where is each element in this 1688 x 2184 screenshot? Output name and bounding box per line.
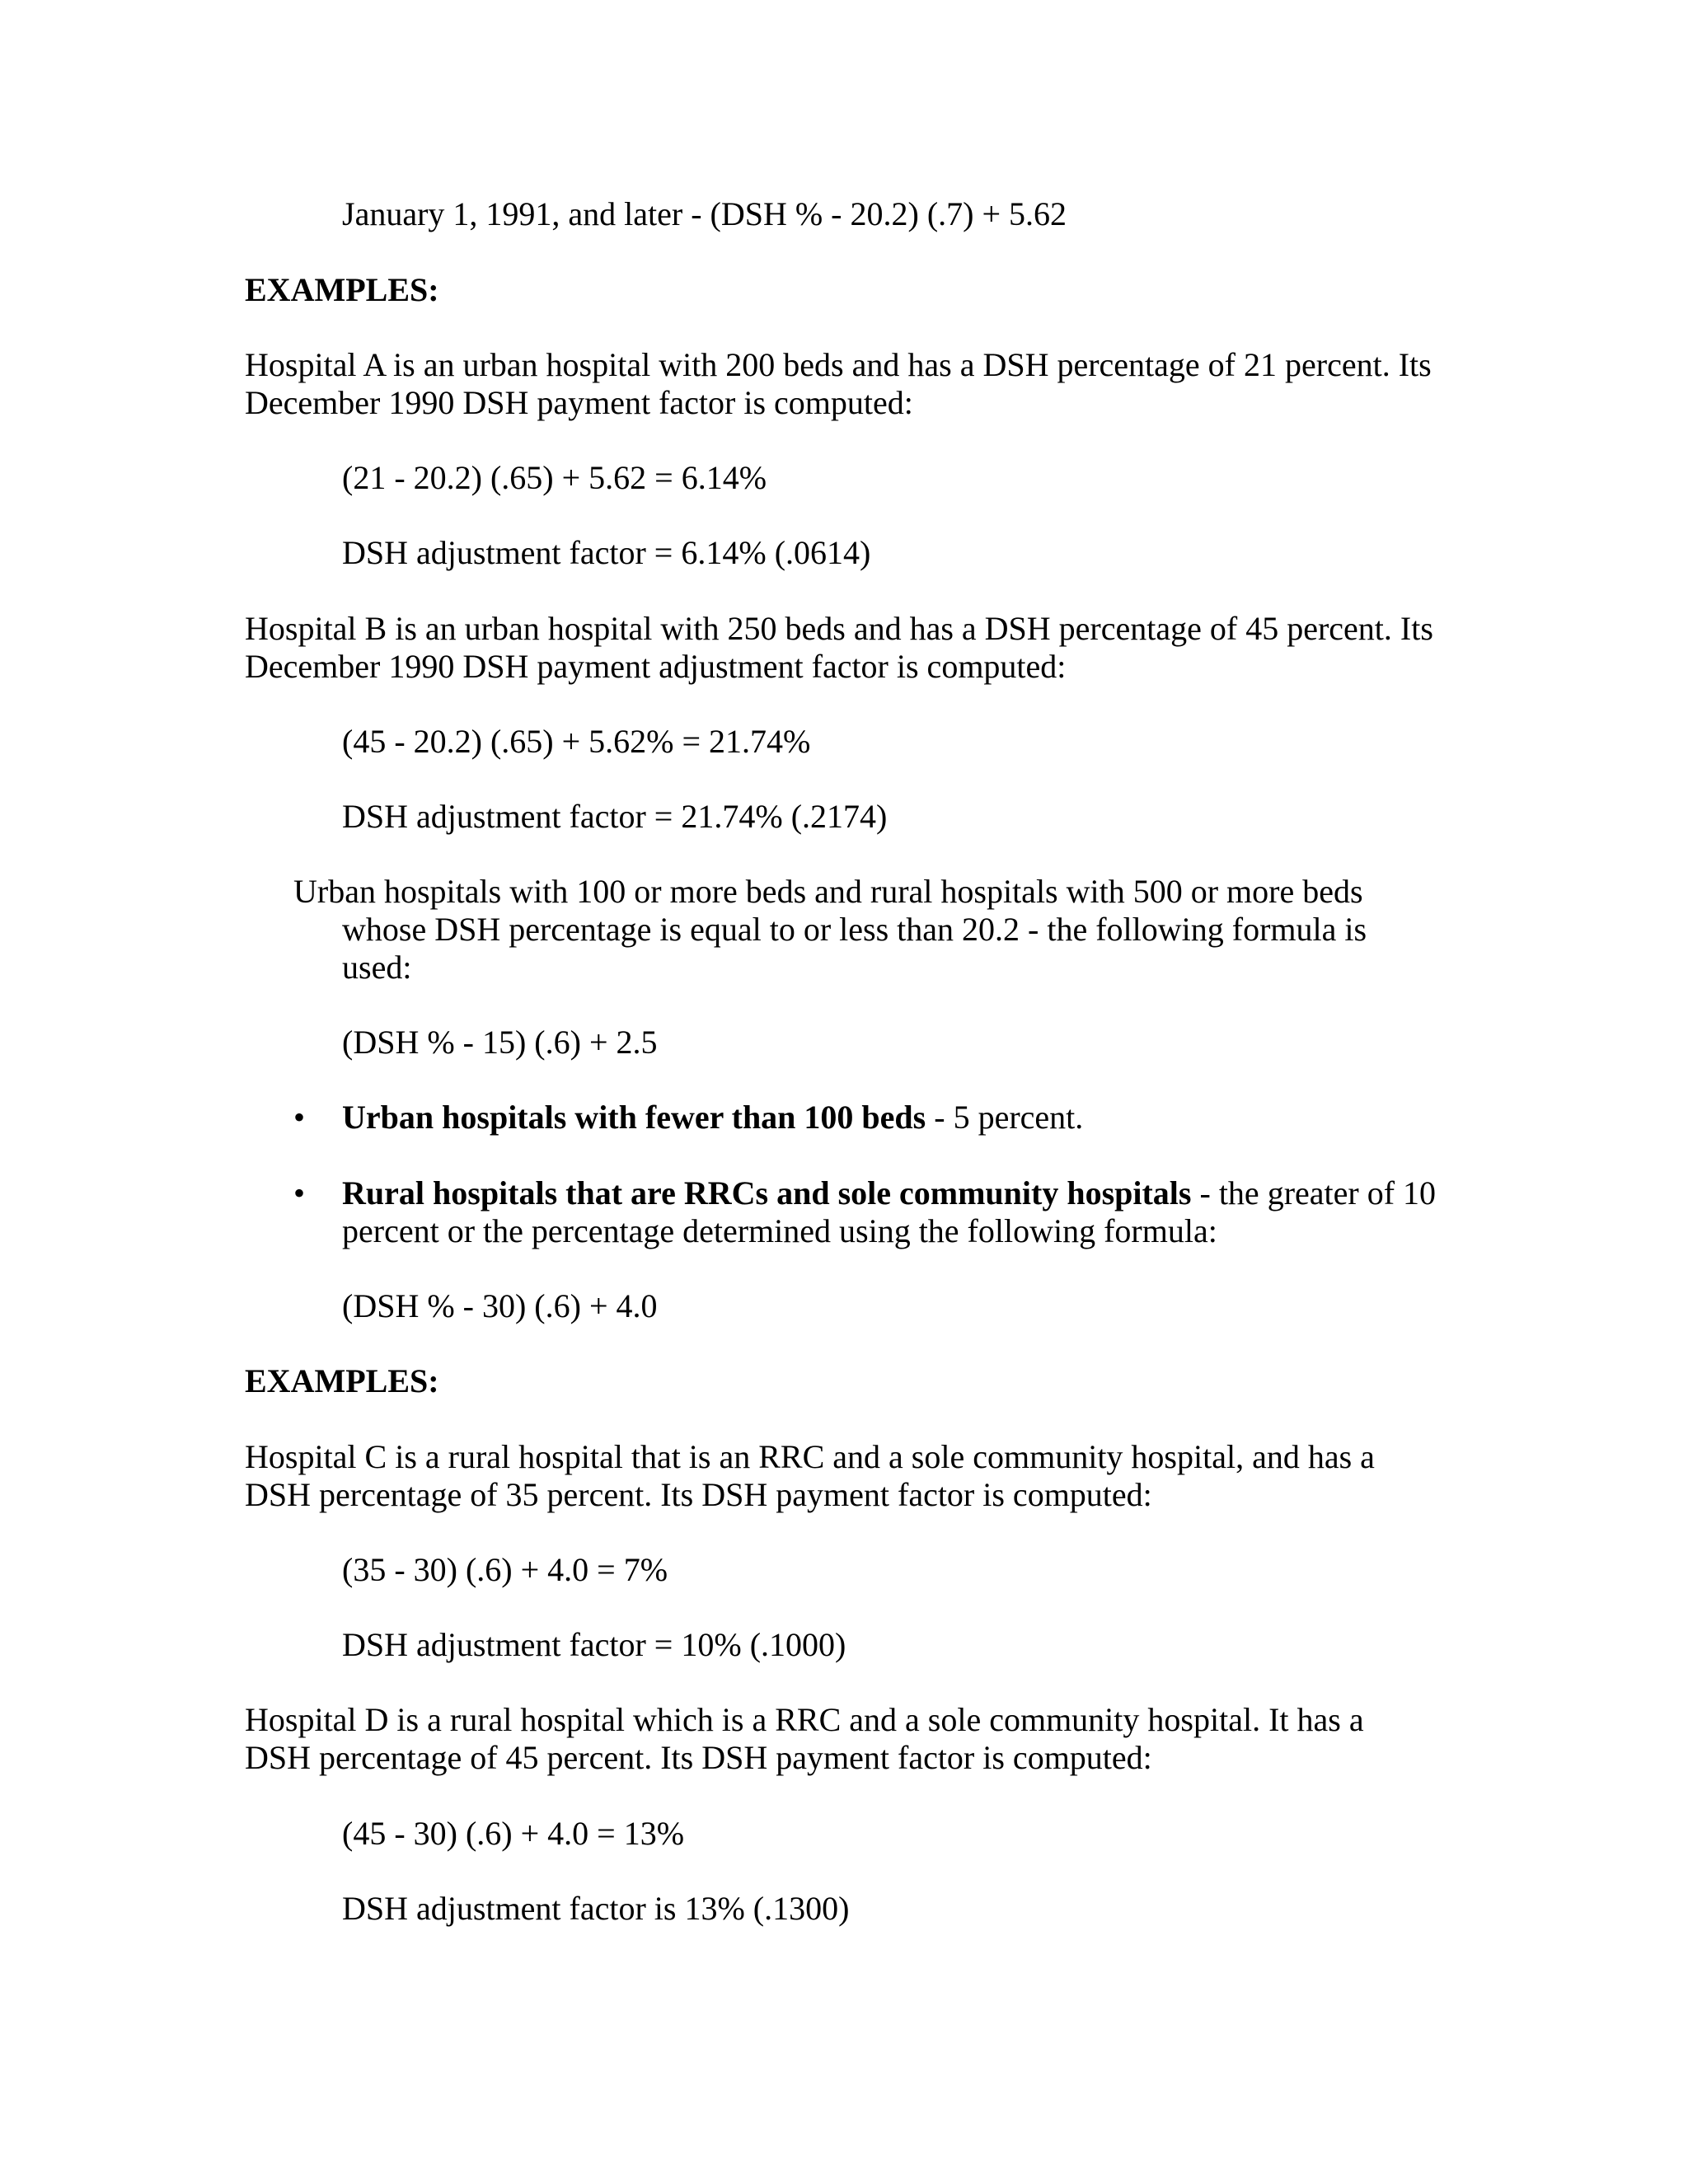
hospital-d-adjustment-factor: DSH adjustment factor is 13% (.1300) [342,1890,850,1927]
hospital-b-text-line-2: December 1990 DSH payment adjustment factor is computed: [245,648,1067,685]
hospital-c-adjustment-factor: DSH adjustment factor = 10% (.1000) [342,1626,846,1663]
bullet-item-rural-rrc [342,1174,1436,1212]
hospital-c-calculation: (35 - 30) (.6) + 4.0 = 7% [342,1551,668,1588]
bullet-item-text: - 5 percent. [926,1099,1084,1136]
hospital-c-text-line-2: DSH percentage of 35 percent. Its DSH payment factor is computed: [245,1476,1152,1513]
examples-heading: EXAMPLES: [245,271,439,308]
bullet-item-bold-text: Rural hospitals that are RRCs and sole community hospitals [342,1174,1192,1212]
date-formula-line: January 1, 1991, and later - (DSH % - 20.2) (.7) + 5.62 [342,195,1067,232]
rural-hospitals-formula: (DSH % - 30) (.6) + 4.0 [342,1287,658,1324]
bullet-item-text: - the greater of 10 [1191,1174,1437,1212]
urban-hospitals-text-line-1: Urban hospitals with 100 or more beds and rural hospitals with 500 or more beds [293,873,1363,910]
hospital-b-calculation: (45 - 20.2) (.65) + 5.62% = 21.74% [342,723,811,760]
examples-heading: EXAMPLES: [245,1362,439,1399]
hospital-c-text-line-1: Hospital C is a rural hospital that is an RRC and a sole community hospital, and has a [245,1438,1375,1475]
hospital-a-text-line-2: December 1990 DSH payment factor is computed: [245,384,913,421]
hospital-a-text-line-1: Hospital A is an urban hospital with 200 beds and has a DSH percentage of 21 percent. Its [245,346,1432,383]
hospital-d-text-line-2: DSH percentage of 45 percent. Its DSH payment factor is computed: [245,1739,1152,1776]
hospital-d-text-line-1: Hospital D is a rural hospital which is a RRC and a sole community hospital. It has a [245,1701,1364,1738]
hospital-b-text-line-1: Hospital B is an urban hospital with 250 beds and has a DSH percentage of 45 percent. Its [245,610,1433,647]
urban-hospitals-text-line-2: whose DSH percentage is equal to or less than 20.2 - the following formula is [342,911,1367,948]
hospital-d-calculation: (45 - 30) (.6) + 4.0 = 13% [342,1815,685,1852]
hospital-a-calculation: (21 - 20.2) (.65) + 5.62 = 6.14% [342,459,767,496]
bullet-item-bold-text: Urban hospitals with fewer than 100 beds [342,1099,926,1136]
hospital-a-adjustment-factor: DSH adjustment factor = 6.14% (.0614) [342,534,871,571]
hospital-b-adjustment-factor: DSH adjustment factor = 21.74% (.2174) [342,798,888,835]
urban-hospitals-text-line-3: used: [342,949,412,986]
bullet-item-rural-rrc-line-2: percent or the percentage determined using the following formula: [342,1212,1217,1249]
bullet-icon: • [293,1099,306,1136]
urban-hospitals-formula: (DSH % - 15) (.6) + 2.5 [342,1024,658,1061]
bullet-item-urban-fewer-beds [342,1099,1083,1137]
bullet-icon: • [293,1174,306,1212]
